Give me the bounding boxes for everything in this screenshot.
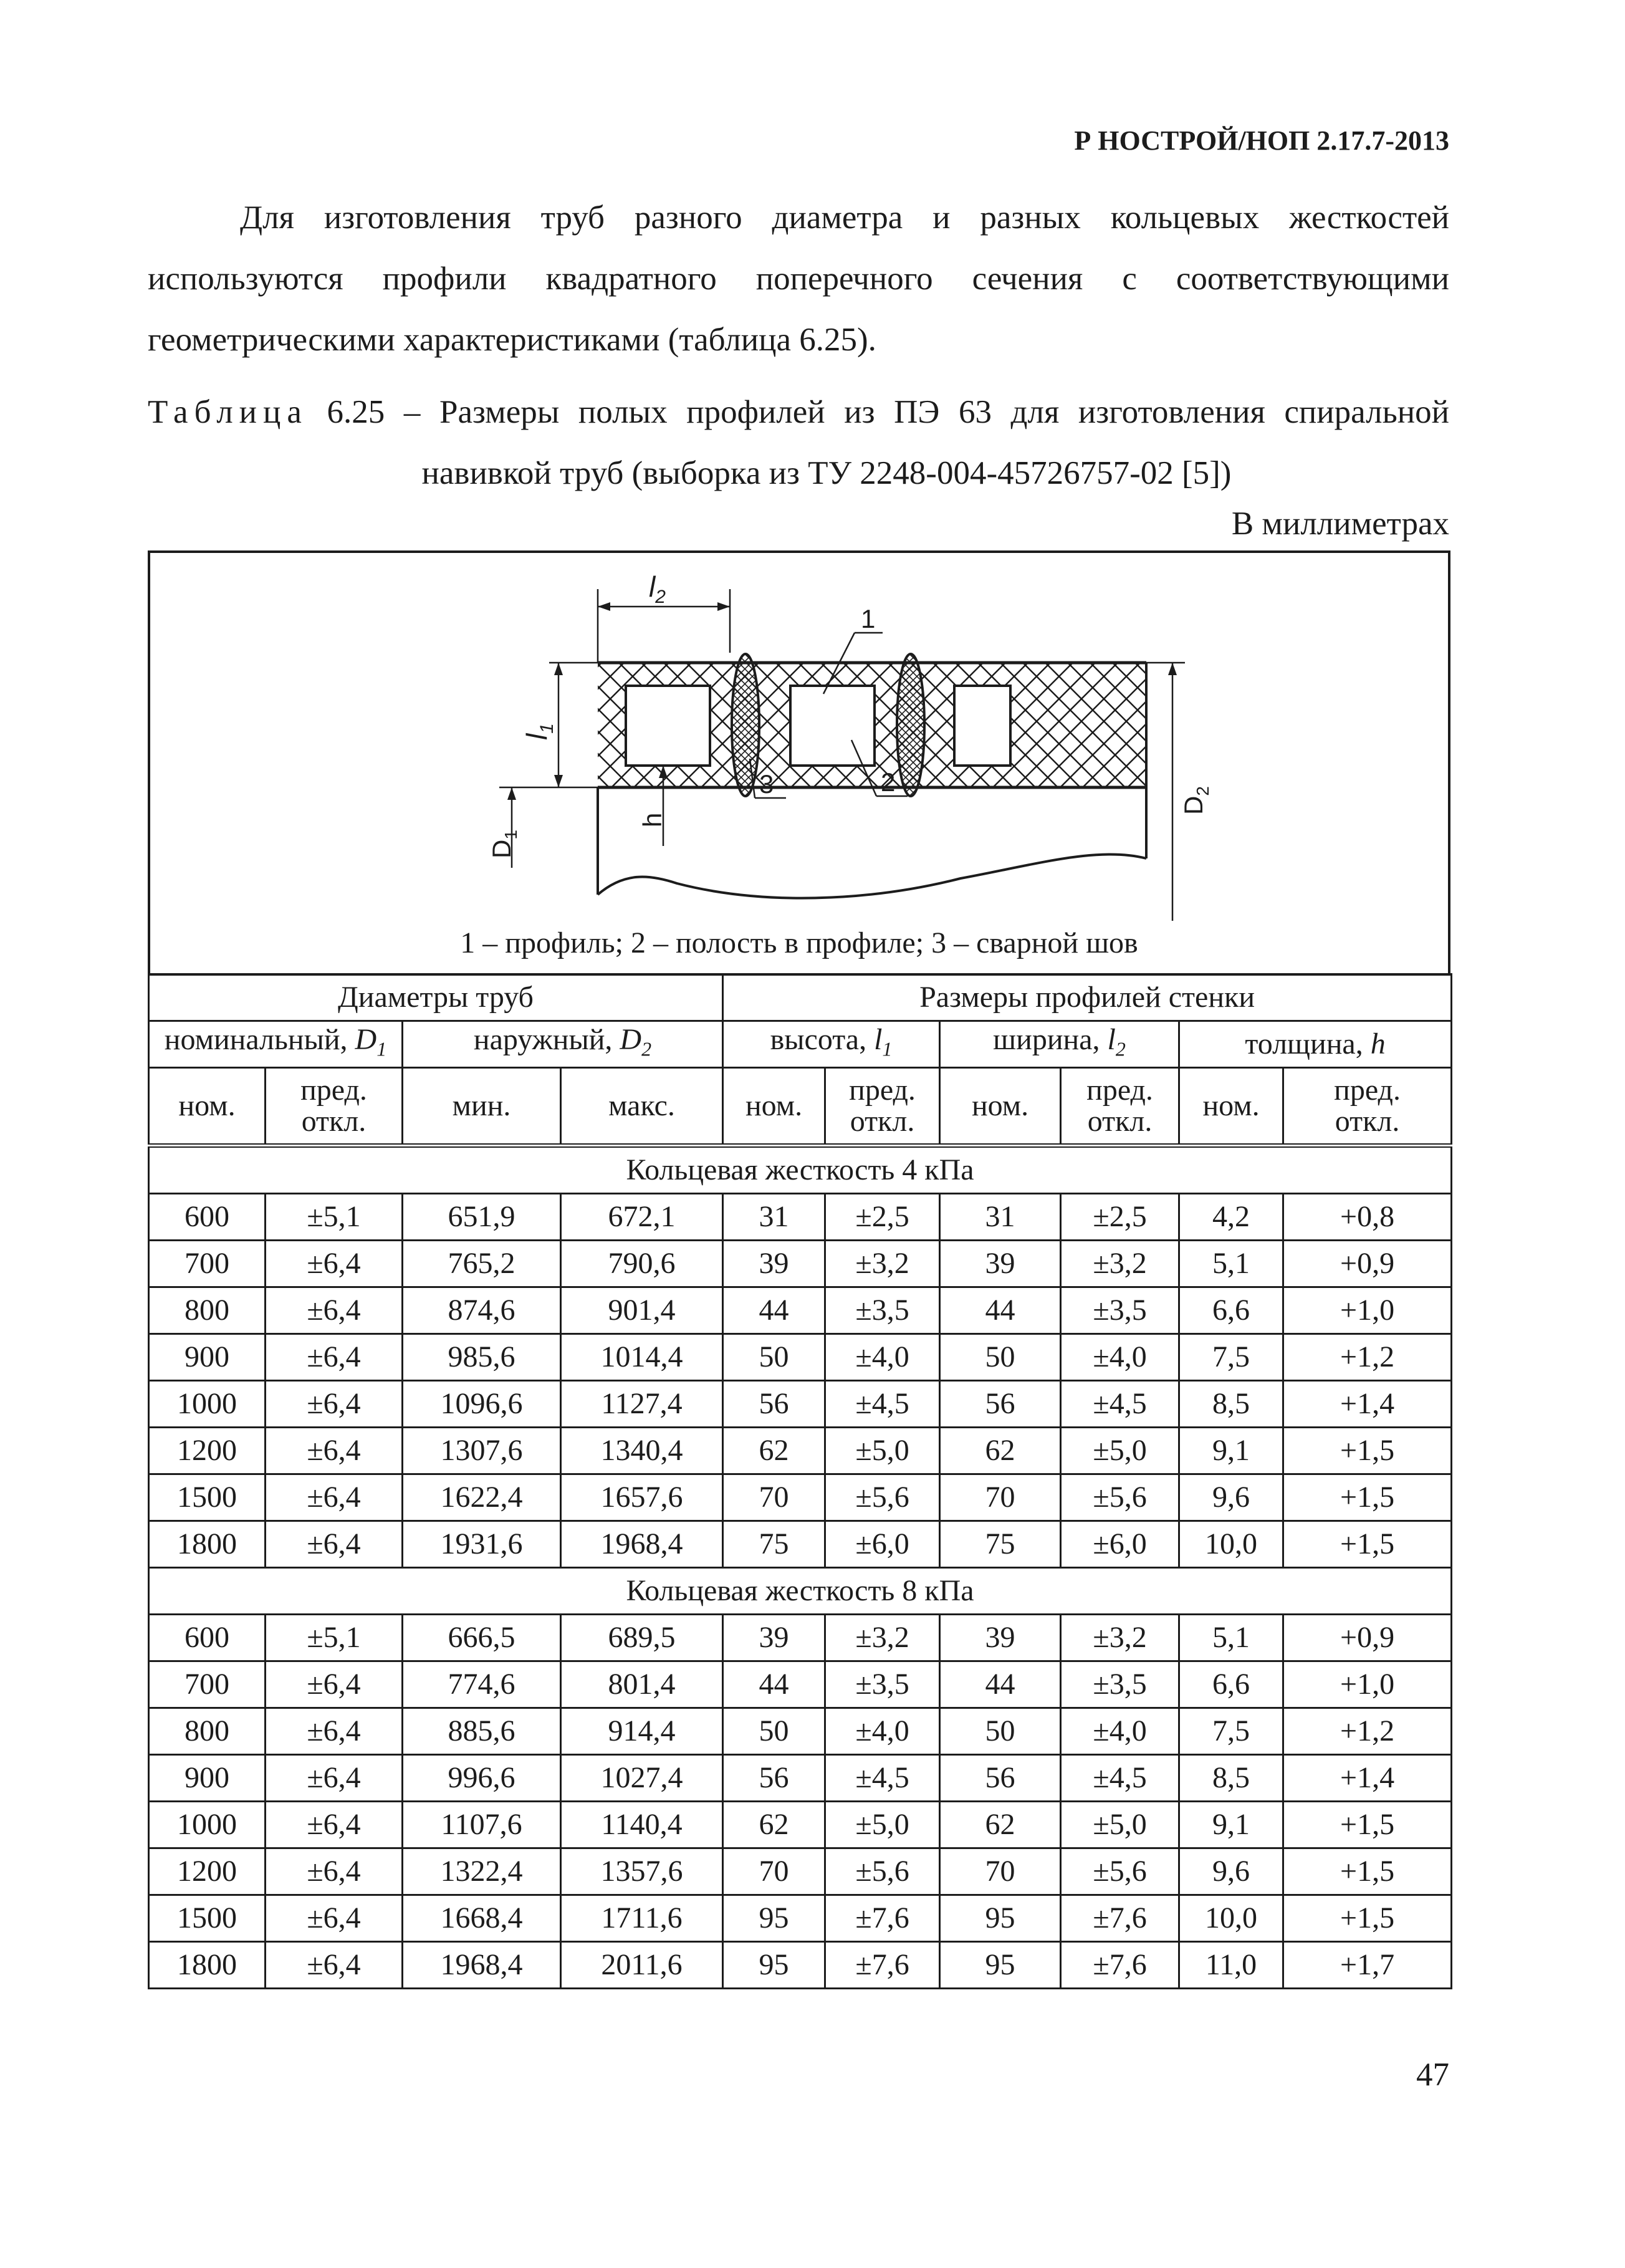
table-cell: ±6,0 [825,1521,940,1568]
table-cell: 790,6 [561,1241,723,1287]
table-cell: 1657,6 [561,1474,723,1521]
table-cell: +1,5 [1283,1521,1452,1568]
table-cell: ±3,2 [825,1241,940,1287]
table-cell: ±6,4 [266,1848,403,1895]
dim-arrow [507,787,516,800]
table-cell: 39 [940,1241,1061,1287]
table-cell: 9,1 [1179,1802,1283,1848]
table-cell: ±5,1 [266,1615,403,1661]
table-cell: 6,6 [1179,1287,1283,1334]
sub-max: макс. [561,1068,723,1146]
table-cell: ±6,0 [1061,1521,1179,1568]
table-cell: ±4,5 [1061,1755,1179,1802]
table-cell: ±5,0 [1061,1428,1179,1474]
table-cell: ±6,4 [266,1381,403,1428]
sub-nom: ном. [149,1068,266,1146]
label-l2: $l_2$ [649,570,666,607]
units-note: В миллиметрах [1231,506,1449,542]
intro-paragraph [148,187,1449,370]
table-cell: +1,7 [1283,1942,1452,1989]
table-cell: +1,5 [1283,1895,1452,1942]
label-h: h [638,812,667,827]
table-row [149,1848,1452,1895]
table-row [149,1708,1452,1755]
table-cell: 600 [149,1615,266,1661]
group-header-row [149,974,1452,1021]
table-cell: 5,1 [1179,1241,1283,1287]
table-cell: ±3,5 [1061,1661,1179,1708]
table-cell: 1200 [149,1428,266,1474]
table-cell: 901,4 [561,1287,723,1334]
table-cell: 1357,6 [561,1848,723,1895]
table-cell: 62 [723,1802,825,1848]
table-cell: 1340,4 [561,1428,723,1474]
table-cell: 600 [149,1194,266,1241]
label-l1: $l_1$ [520,723,557,740]
table-cell: ±5,6 [825,1848,940,1895]
table-row [149,1474,1452,1521]
table-cell: 800 [149,1287,266,1334]
table-cell: ±6,4 [266,1521,403,1568]
table-cell: ±4,5 [1061,1381,1179,1428]
table-cell: 62 [940,1428,1061,1474]
table-cell: ±6,4 [266,1708,403,1755]
section-title: Кольцевая жесткость 4 кПа [149,1146,1452,1194]
table-cell: 56 [940,1755,1061,1802]
table-cell: 700 [149,1661,266,1708]
table-cell: 75 [723,1521,825,1568]
sub-pred: пред. откл. [825,1068,940,1146]
table-cell: 9,1 [1179,1428,1283,1474]
profiles-table [148,973,1452,1989]
table-cell: ±3,2 [1061,1241,1179,1287]
callout-2: 2 [881,767,896,797]
table-row [149,1942,1452,1989]
table-cell: 800 [149,1708,266,1755]
table-cell: 1968,4 [561,1521,723,1568]
table-cell: ±6,4 [266,1661,403,1708]
caption-line-1 [148,382,1449,443]
table-cell: +0,8 [1283,1194,1452,1241]
table-row [149,1615,1452,1661]
table-cell: ±3,5 [825,1661,940,1708]
table-cell: 95 [940,1895,1061,1942]
table-cell: ±5,6 [1061,1474,1179,1521]
table-cell: 7,5 [1179,1334,1283,1381]
table-cell: ±6,4 [266,1942,403,1989]
table-cell: 914,4 [561,1708,723,1755]
table-cell: ±6,4 [266,1895,403,1942]
group-profile: Размеры профилей стенки [723,974,1452,1021]
table-cell: 10,0 [1179,1895,1283,1942]
profile-drawing [150,553,1448,973]
figure-legend: 1 – профиль; 2 – полость в профиле; 3 – сварной шов [460,926,1138,959]
table-cell: +1,4 [1283,1381,1452,1428]
table-cell: 7,5 [1179,1708,1283,1755]
table-cell: 31 [723,1194,825,1241]
table-cell: 95 [940,1942,1061,1989]
table-cell: 1322,4 [403,1848,561,1895]
table-row [149,1755,1452,1802]
sub-nom: ном. [1179,1068,1283,1146]
table-cell: ±7,6 [1061,1942,1179,1989]
table-cell: 50 [723,1708,825,1755]
callout-1: 1 [861,604,876,633]
table-cell: +1,5 [1283,1474,1452,1521]
table-cell: 2011,6 [561,1942,723,1989]
table-cell: 1931,6 [403,1521,561,1568]
table-cell: 900 [149,1755,266,1802]
table-cell: 9,6 [1179,1848,1283,1895]
section-title: Кольцевая жесткость 8 кПа [149,1568,1452,1615]
table-cell: 651,9 [403,1194,561,1241]
table-cell: 1500 [149,1474,266,1521]
table-cell: +0,9 [1283,1615,1452,1661]
table-row [149,1194,1452,1241]
table-cell: 1000 [149,1802,266,1848]
param-header-row [149,1021,1452,1068]
table-cell: 900 [149,1334,266,1381]
table-cell: ±4,0 [825,1708,940,1755]
sub-pred: пред. откл. [1283,1068,1452,1146]
document-code: Р НОСТРОЙ/НОП 2.17.7-2013 [1074,125,1449,156]
table-cell: ±2,5 [1061,1194,1179,1241]
table-cell: 1711,6 [561,1895,723,1942]
table-cell: ±3,5 [1061,1287,1179,1334]
table-cell: 44 [723,1287,825,1334]
table-row [149,1334,1452,1381]
table-row [149,1241,1452,1287]
table-cell: 1200 [149,1848,266,1895]
sub-nom: ном. [940,1068,1061,1146]
weld-seam [897,654,924,796]
dim-arrow [1168,663,1177,675]
table-cell: 39 [940,1615,1061,1661]
table-cell: ±3,2 [1061,1615,1179,1661]
table-cell: ±6,4 [266,1474,403,1521]
table-cell: ±6,4 [266,1428,403,1474]
table-row [149,1428,1452,1474]
table-cell: 39 [723,1241,825,1287]
table-cell: 44 [723,1661,825,1708]
profile-figure [148,550,1450,976]
page-number: 47 [1416,2057,1449,2093]
table-cell: 1622,4 [403,1474,561,1521]
section-header-row [149,1146,1452,1194]
section-header-row [149,1568,1452,1615]
table-cell: 39 [723,1615,825,1661]
table-cell: 10,0 [1179,1521,1283,1568]
table-cell: 1107,6 [403,1802,561,1848]
table-cell: 5,1 [1179,1615,1283,1661]
table-cell: +1,5 [1283,1848,1452,1895]
table-cell: 75 [940,1521,1061,1568]
table-cell: 95 [723,1942,825,1989]
table-cell: 996,6 [403,1755,561,1802]
cavity [954,686,1010,766]
table-cell: 689,5 [561,1615,723,1661]
weld-seam [732,654,759,796]
table-cell: ±5,0 [1061,1802,1179,1848]
param-width: ширина, $l_2$ [940,1021,1179,1068]
table-cell: ±2,5 [825,1194,940,1241]
table-cell: 70 [723,1848,825,1895]
param-height: высота, $l_1$ [723,1021,940,1068]
table-cell: +1,2 [1283,1334,1452,1381]
table-cell: 1096,6 [403,1381,561,1428]
table-cell: ±5,6 [1061,1848,1179,1895]
table-cell: ±7,6 [825,1942,940,1989]
sub-header-row [149,1068,1452,1146]
table-cell: 50 [940,1708,1061,1755]
table-row [149,1802,1452,1848]
table-cell: 1668,4 [403,1895,561,1942]
table-cell: 1800 [149,1521,266,1568]
table-cell: +1,5 [1283,1428,1452,1474]
table-cell: 95 [723,1895,825,1942]
table-cell: 672,1 [561,1194,723,1241]
table-row [149,1895,1452,1942]
cavity [626,686,710,766]
table-cell: 1127,4 [561,1381,723,1428]
table-cell: ±3,5 [825,1287,940,1334]
table-cell: 874,6 [403,1287,561,1334]
table-caption [148,382,1449,504]
table-cell: 1027,4 [561,1755,723,1802]
table-cell: 4,2 [1179,1194,1283,1241]
table-cell: ±4,5 [825,1381,940,1428]
table-cell: ±5,1 [266,1194,403,1241]
table-cell: ±4,5 [825,1755,940,1802]
table-cell: ±7,6 [1061,1895,1179,1942]
table-cell: 9,6 [1179,1474,1283,1521]
table-cell: 50 [723,1334,825,1381]
table-cell: 31 [940,1194,1061,1241]
table-row [149,1381,1452,1428]
table-cell: ±6,4 [266,1755,403,1802]
table-cell: ±6,4 [266,1241,403,1287]
table-cell: ±5,0 [825,1802,940,1848]
table-cell: +1,4 [1283,1755,1452,1802]
table-cell: 44 [940,1661,1061,1708]
sub-pred: пред. откл. [1061,1068,1179,1146]
table-cell: ±7,6 [825,1895,940,1942]
callout-3: 3 [759,769,774,799]
table-cell: 50 [940,1334,1061,1381]
table-cell: 70 [723,1474,825,1521]
table-cell: ±4,0 [1061,1708,1179,1755]
table-cell: +1,5 [1283,1802,1452,1848]
table-cell: +1,0 [1283,1661,1452,1708]
table-cell: ±6,4 [266,1802,403,1848]
table-cell: +1,2 [1283,1708,1452,1755]
table-cell: ±4,0 [1061,1334,1179,1381]
sub-min: мин. [403,1068,561,1146]
table-cell: ±3,2 [825,1615,940,1661]
param-outer: наружный, $D_2$ [403,1021,723,1068]
table-cell: 985,6 [403,1334,561,1381]
sub-pred: пред. откл. [266,1068,403,1146]
table-cell: 1800 [149,1942,266,1989]
caption-line-2: навивкой труб (выборка из ТУ 2248-004-45726757-02 [5]) [421,455,1232,491]
table-cell: 56 [723,1755,825,1802]
table-cell: 1014,4 [561,1334,723,1381]
table-cell: 666,5 [403,1615,561,1661]
table-cell: 70 [940,1474,1061,1521]
param-nominal: номинальный, $D_1$ [149,1021,403,1068]
table-cell: ±5,6 [825,1474,940,1521]
table-cell: 1968,4 [403,1942,561,1989]
table-cell: 56 [940,1381,1061,1428]
table-cell: +0,9 [1283,1241,1452,1287]
table-cell: 1500 [149,1895,266,1942]
label-d2: $D_2$ [1179,786,1212,815]
sub-nom: ном. [723,1068,825,1146]
table-cell: 6,6 [1179,1661,1283,1708]
table-cell: ±6,4 [266,1334,403,1381]
table-cell: 885,6 [403,1708,561,1755]
table-cell: ±4,0 [825,1334,940,1381]
table-cell: ±6,4 [266,1287,403,1334]
table-cell: 1307,6 [403,1428,561,1474]
table-cell: 774,6 [403,1661,561,1708]
table-cell: 62 [940,1802,1061,1848]
table-cell: 765,2 [403,1241,561,1287]
intro-text: Для изготовления труб разного диаметра и разных кольцевых жесткостей используются профили квадратного поперечного сечения с соответствующими геометрическими характеристиками (таблица 6.25). [148,199,1449,358]
table-row [149,1521,1452,1568]
table-cell: +1,0 [1283,1287,1452,1334]
caption-text-1: 6.25 – Размеры полых профилей из ПЭ 63 для изготовления спиральной [327,394,1449,430]
table-row [149,1661,1452,1708]
table-cell: 8,5 [1179,1381,1283,1428]
table-cell: 11,0 [1179,1942,1283,1989]
break-line [598,854,1146,898]
table-cell: 700 [149,1241,266,1287]
table-cell: 1140,4 [561,1802,723,1848]
group-diameters: Диаметры труб [149,974,723,1021]
table-row [149,1287,1452,1334]
table-cell: 56 [723,1381,825,1428]
table-cell: ±5,0 [825,1428,940,1474]
table-cell: 62 [723,1428,825,1474]
param-thickness: толщина, h [1179,1021,1452,1068]
cavity [790,686,875,766]
caption-label: Таблица [148,394,308,430]
table-cell: 801,4 [561,1661,723,1708]
table-cell: 70 [940,1848,1061,1895]
table-cell: 1000 [149,1381,266,1428]
label-d1: $D_1$ [487,830,520,858]
table-cell: 44 [940,1287,1061,1334]
table-cell: 8,5 [1179,1755,1283,1802]
